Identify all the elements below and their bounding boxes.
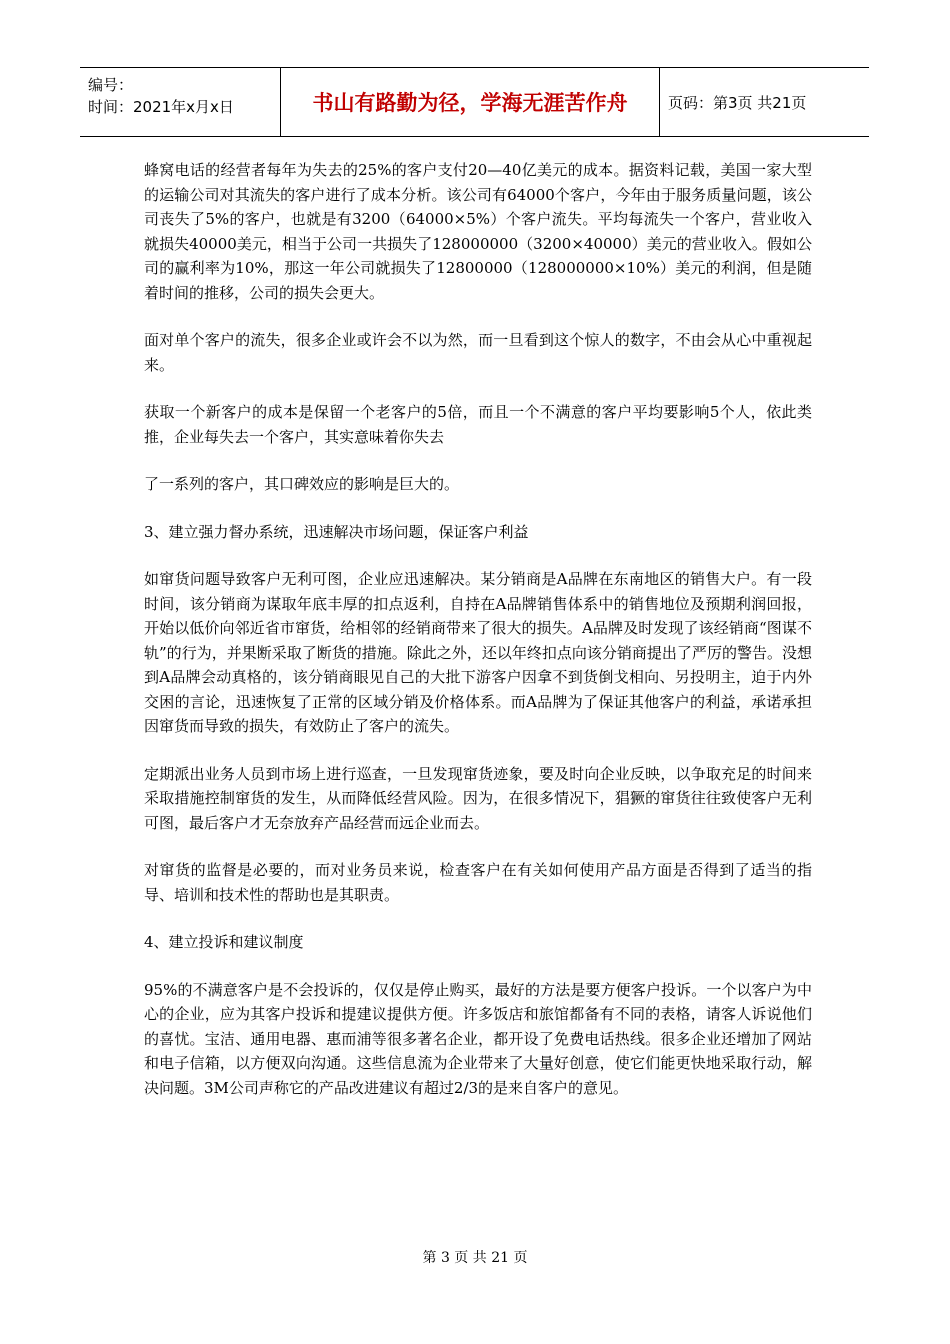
section-heading-3: 3、建立强力督办系统，迅速解决市场问题，保证客户利益 [144, 522, 529, 541]
paragraph-word-of-mouth: 了一系列的客户，其口碑效应的影响是巨大的。 [144, 475, 460, 493]
paragraph-cross-selling-case: 如窜货问题导致客户无利可图，企业应迅速解决。某分销商是A品牌在东南地区的销售大户。有一段时间，该分销商为谋取年底丰厚的扣点返利，自持在A品牌销售体系中的销售地位及预期利润回报，开始以低价向邻近省市窜货，给相邻的经销商带来了很大的损失。A品牌及时发现了该经销商“图谋不轨”的行为，并果断采取了断货的措施。除此之外，还以年终扣点向该分销商提出了严厉的警告。没想到A品牌会动真格的，该分销商眼见自己的大批下游客户因拿不到货倒戈相向、另投明主，迫于内外交困的言论，迅速恢复了正常的区域分销及价格体系。而A品牌为了保证其他客户的利益，承诺承担因窜货而导致的损失，有效防止了客户的流失。 [144, 570, 812, 735]
paragraph-new-customer-cost: 获取一个新客户的成本是保留一个老客户的5倍，而且一个不满意的客户平均要影响5个人，依此类推，企业每失去一个客户，其实意味着你失去 [144, 403, 812, 446]
time-label: 时间：2021年x月x日 [88, 98, 234, 116]
header-meta [80, 68, 280, 136]
paragraph-complaints: 95%的不满意客户是不会投诉的，仅仅是停止购买，最好的方法是要方便客户投诉。一个以客户为中心的企业，应为其客户投诉和提建议提供方便。许多饭店和旅馆都备有不同的表格，请客人诉说他们的喜忧。宝洁、通用电器、惠而浦等很多著名企业，都开设了免费电话热线。很多企业还增加了网站和电子信箱，以方便双向沟通。这些信息流为企业带来了大量好创意，使它们能更快地采取行动，解决问题。3M公司声称它的产品改进建议有超过2/3的是来自客户的意见。 [144, 980, 812, 1097]
page-footer: 第 3 页 共 21 页 [422, 1250, 528, 1266]
header-motto: 书山有路勤为径，学海无涯苦作舟 [280, 68, 660, 136]
header-page-label: 页码：第3页 共21页 [668, 93, 807, 112]
paragraph-supervision: 对窜货的监督是必要的，而对业务员来说，检查客户在有关如何使用产品方面是否得到了适当的指导、培训和技术性的帮助也是其职责。 [144, 861, 812, 904]
number-label: 编号： [88, 76, 134, 94]
section-heading-4: 4、建立投诉和建议制度 [144, 933, 304, 951]
paragraph-inspection: 定期派出业务人员到市场上进行巡查，一旦发现窜货迹象，要及时向企业反映，以争取充足的时间来采取措施控制窜货的发生，从而降低经营风险。因为，在很多情况下，猖獗的窜货往往致使客户无利可图，最后客户才无奈放弃产品经营而远企业而去。 [144, 764, 812, 832]
page-header [80, 67, 869, 137]
paragraph-cost-analysis: 蜂窝电话的经营者每年为失去的25%的客户支付20—40亿美元的成本。据资料记载，美国一家大型的运输公司对其流失的客户进行了成本分析。该公司有64000个客户，今年由于服务质量问题，该公司丧失了5%的客户，也就是有3200（64000×5%）个客户流失。平均每流失一个客户，营业收入就损失40000美元，相当于公司一共损失了128000000（3200×40000）美元的营业收入。假如公司的赢利率为10%，那这一年公司就损失了12800000（128000000×10%）美元的利润，但是随着时间的推移，公司的损失会更大。 [144, 161, 812, 302]
document-body [144, 158, 812, 1123]
paragraph-single-customer: 面对单个客户的流失，很多企业或许会不以为然，而一旦看到这个惊人的数字，不由会从心中重视起来。 [144, 331, 812, 374]
